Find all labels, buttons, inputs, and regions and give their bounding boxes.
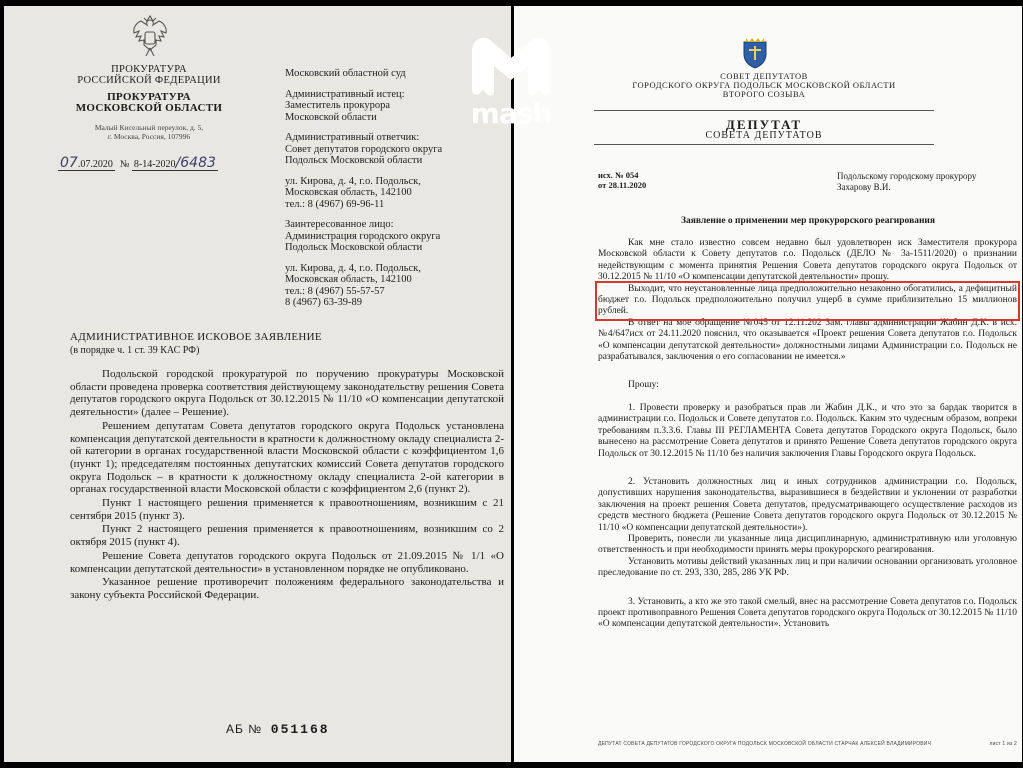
court-party-block xyxy=(285,263,507,309)
letter-paragraph: Проверить, понесли ли указанные лица дисциплинарную, административную или уголовную ответственность и при необходимости принять меры прокурорского реагирования. xyxy=(598,533,1017,556)
court-party-line: Совет депутатов городского округа xyxy=(285,143,443,155)
council-header: СОВЕТ ДЕПУТАТОВ ГОРОДСКОГО ОКРУГА ПОДОЛЬСК МОСКОВСКОЙ ОБЛАСТИ ВТОРОГО СОЗЫВА xyxy=(632,71,896,99)
body-paragraph: Указанное решение противоречит положениям федерального законодательства и закону субъекта Российской Федерации. xyxy=(70,576,504,601)
body-paragraph: Пункт 1 настоящего решения применяется к правоотношениям, возникшим с 21 сентября 2015 (пункт 3). xyxy=(70,497,504,522)
document-subtitle: (в порядке ч. 1 ст. 39 КАС РФ) xyxy=(70,345,200,356)
court-party-block xyxy=(285,219,507,254)
body-paragraph: Пункт 2 настоящего решения применяется к правоотношениям, возникшим со 2 октября 2015 (пункт 4). xyxy=(70,523,504,549)
letter-paragraph: Как мне стало известно совсем недавно был удовлетворен иск Заместителя прокурора Московской области к Совету депутатов г.о. Подольск (ДЕЛО № 3а-1511/2020) о признании недействующим с момента принятия Решения Совета депутатов городского округа Подольск от 30.12.2015 № 11/10 «О компенсации депутатской деятельности» прошу. xyxy=(598,238,1017,283)
form-number-stamp: АБ № 051168 xyxy=(226,722,330,737)
court-party-line: ул. Кирова, д. 4, г.о. Подольск, xyxy=(285,262,421,274)
highlighted-paragraph: Выходит, что неустановленные лица предположительно незаконно обогатились, а дефицитный бюджет г.о. Подольск предположительно получил ущерб в сумме приблизительно 15 миллионов рублей. xyxy=(598,283,1017,317)
court-party-line: Московская область, 142100 xyxy=(285,274,412,285)
body-paragraph: Решением депутатам Совета депутатов городского округа Подольск установлена компенсация депутатской деятельности в кратности к должностному окладу специалиста 2-ой категории в органах государственной власти Московской области с коэффициентом 1,6 (пункт 1); председателям постоянных депутатских комиссий Совета депутатов городского округа Подольск – в кратности к должностному окладу специалиста 2-ой категории в органах государственной власти Московской области с коэффициентом 2,6 (пункт 2). xyxy=(70,419,504,496)
deputy-title: ДЕПУТАТ xyxy=(725,117,803,132)
letter-paragraph: Установить мотивы действий указанных лиц и при наличии основании организовать уголовное преследование по ст. 293, 330, 285, 286 УК РФ. xyxy=(598,556,1017,579)
mash-logo-text: mash xyxy=(470,97,552,130)
deputy-letter-page xyxy=(514,6,1022,762)
header-divider-top xyxy=(594,110,934,111)
city-coat-of-arms-icon xyxy=(740,36,770,70)
body-paragraph: Подольской городской прокуратурой по поручению прокуратуры Московской области проведена проверка соответствия действующему законодательству решения Совета депутатов городского округа Подольск от 30.12.2015 № 11/10 «О компенсации депутатской деятельности» (далее – Решение). xyxy=(70,368,504,419)
court-party-line: тел.: 8 (4967) 55-57-57 xyxy=(285,285,385,297)
letterhead-org: ПРОКУРАТУРА РОССИЙСКОЙ ФЕДЕРАЦИИ xyxy=(77,64,221,86)
court-party-line: Административный истец: xyxy=(285,88,405,100)
court-party-line: 8 (4967) 63-39-89 xyxy=(285,297,362,308)
handwritten-date: 07 xyxy=(60,155,78,171)
court-party-block xyxy=(285,176,507,211)
court-party-line: Московский областной суд xyxy=(285,68,406,79)
addressee: Подольскому городскому прокурору Захарову В.И. xyxy=(837,171,977,192)
court-party-line: Подольск Московской области xyxy=(285,155,423,166)
letter-paragraph: Прошу: xyxy=(628,380,659,391)
court-party-block xyxy=(285,132,507,167)
court-party-line: Администрация городского округа xyxy=(285,230,441,242)
letterhead-date-number: 07.07.2020 № 8-14-2020/6483 xyxy=(60,155,216,171)
court-party-line: ул. Кирова, д. 4, г.о. Подольск, xyxy=(285,175,421,187)
court-party-line: Московской области xyxy=(285,111,377,123)
page-footer: ДЕПУТАТ СОВЕТА ДЕПУТАТОВ ГОРОДСКОГО ОКРУГА ПОДОЛЬСК МОСКОВСКОЙ ОБЛАСТИ СТАРЧАК АЛЕКСЕЙ ВЛАДИМИРОВИЧ лист 1 из 2 xyxy=(598,741,1017,747)
body-paragraph: Решение Совета депутатов городского округа Подольск от 21.09.2015 № 1/1 «О компенсации депутатской деятельности» в установленном порядке не опубликовано. xyxy=(70,549,504,575)
header-divider-bottom xyxy=(594,144,934,145)
document-body xyxy=(70,368,504,603)
court-party-line: Административный ответчик: xyxy=(285,132,420,143)
letter-paragraph: 1. Провести проверку и разобраться прав ли Жабин Д.К., и что это за бардак творится в администрации г.о. Подольск и Совете депутатов г.о. Подольск. Каким это чудесным образом, вопреки требованиям п.3.3.6. Главы III РЕГЛАМЕНТА Совета депутатов Городского округа Подольск, было вынесено на рассмотрение Совета депутатов и принято Решение Совета депутатов городского округа Подольск от 30.12.2015 № 11/10 без наличия заключения Главы Городского округа Подольск. xyxy=(598,402,1017,459)
court-party-line: тел.: 8 (4967) 69-96-11 xyxy=(285,198,385,210)
prosecutor-document-page xyxy=(4,6,511,762)
letterhead-address: Малый Кисельный переулок, д. 5, г. Москва, Россия, 107996 xyxy=(94,123,204,141)
court-party-line: Подольск Московской области xyxy=(285,242,423,253)
letter-paragraph: В ответ на мое обращение №045 от 12.11.202 Зам. главы администрации Жабин Д.К. в исх. №4/647исх от 24.11.2020 пояснил, что оказывается «Проект решения Совета депутатов г.о. Подольск «О компенсации депутатской деятельности» должностными лицами Администрации г.о. Подольск не разрабатывался, заключения о его согласовании не имеется.» xyxy=(598,317,1017,363)
letter-paragraph: 3. Установить, а кто же это такой смелый, внес на рассмотрение Совета депутатов г.о. Подольск проект противоправного Решения Совета депутатов городского округа Подольск от 30.12.2015 № 11/10 «О компенсации депутатской деятельности». Установить xyxy=(598,596,1017,630)
court-party-line: Московская область, 142100 xyxy=(285,187,412,198)
court-party-line: Заместитель прокурора xyxy=(285,100,390,111)
handwritten-number: /6483 xyxy=(175,155,216,171)
letterhead-regional-org: ПРОКУРАТУРА МОСКОВСКОЙ ОБЛАСТИ xyxy=(75,91,223,114)
document-title: АДМИНИСТРАТИВНОЕ ИСКОВОЕ ЗАЯВЛЕНИЕ xyxy=(70,331,322,343)
letter-body xyxy=(598,238,1017,631)
letter-title: Заявление о применении мер прокурорского реагирования xyxy=(680,216,936,226)
court-party-line: Заинтересованное лицо: xyxy=(285,219,394,230)
deputy-subtitle: СОВЕТА ДЕПУТАТОВ xyxy=(705,130,823,141)
coat-of-arms-eagle-icon xyxy=(128,14,172,60)
outgoing-reference: исх. № 054 от 28.11.2020 xyxy=(598,170,647,190)
letter-paragraph: 2. Установить должностных лиц и иных сотрудников администрации г.о. Подольск, допустивших нарушения законодательства, выразившиеся в бездействии и уклонении от разработки заключения на проект решения Совета депутатов, предусматривающего осуществление расходов из средств местного бюджета (Решение Совета депутатов городского округа Подольск от 30.12.2015 № 11/10 «О компенсации депутатской деятельности»). xyxy=(598,476,1017,533)
